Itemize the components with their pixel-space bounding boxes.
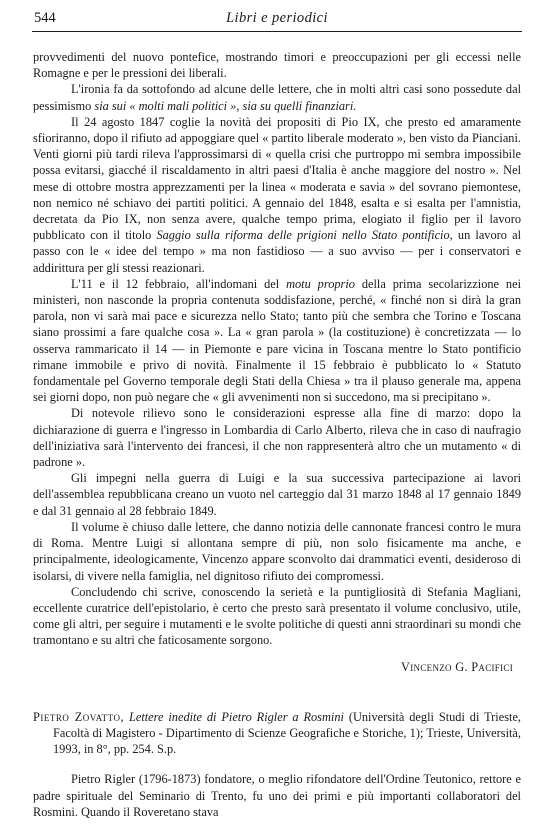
paragraph [33, 49, 521, 81]
italic-text: motu proprio [286, 276, 355, 291]
paragraph-text: provvedimenti del nuovo pontefice, mostrando timori e preoccupazioni per gli eccessi nelle Romagne e per le pressioni dei liberali. [33, 50, 521, 81]
paragraph-text: Il 24 agosto 1847 coglie la novità dei propositi di Pio IX, che presto ed amaramente sfioriranno, dopo il rifiuto ad appoggiare quel « partito liberale moderato », ben visto da Pianciani. Venti giorni più tardi rileva l'approssimarsi di « quella crisi che purtroppo mi sembra impossibile possa evitarsi, giacché il riscaldamento in altri paesi d'Italia è anche maggiore del nostro ». Nel mese di ottobre mostra apprezzamenti per la linea « moderata e savia » del sovrano piemontese, non nemico né schiavo dei partiti politici. A gennaio del 1848, esalta e si esalta per l'amnistia, decretata da Pio IX, non senza avere, qualche tempo prima, elogiato il figlio per il lavoro pubblicato con il titolo [33, 114, 521, 243]
review-book-title: Lettere inedite di Pietro Rigler a Rosmini [128, 709, 344, 724]
section-spacer-small [33, 757, 521, 771]
italic-text: sia sui « molti mali politici », sia su quelli finanziari. [94, 98, 357, 113]
header-rule [32, 31, 522, 32]
paragraph [33, 81, 521, 113]
paragraph-text: L'11 e il 12 febbraio, all'indomani del [71, 276, 287, 291]
paragraph [33, 276, 521, 406]
page-number: 544 [34, 10, 56, 26]
paragraph [33, 405, 521, 470]
review-paragraph: Pietro Rigler (1796-1873) fondatore, o meglio rifondatore dell'Ordine Teutonico, rettore e padre spirituale del Seminario di Trento, fu uno dei primi e più importanti collaboratori del Rosmini. Quando il Roveretano stava [33, 772, 521, 819]
paragraph-text: L'ironia fa da sottofondo ad alcune delle lettere, che in molti altri casi sono possedute dal pessimismo [33, 82, 521, 113]
paragraph-text: della prima secolarizzione nei ministeri, non nasconde la propria contenuta soddisfazione, perché, « finché non si dirà la gran parola, non vi sarà mai pace e sicurezza nello Stato; tanto più che sembra che Torino e Toscana siano prossimi a fare qualche cosa ». La « gran parola » (la costituzione) è concretizzata — lo osserva rammaricato il 14 — in Piemonte e pare vicina in Toscana mentre lo Stato pontificio rimane immobile e privo di novità. Finalmente il 15 febbraio è pubblicato lo « Statuto fondamentale pel Governo temporale degli Stati della Chiesa » tra il plauso generale ma, appena sei giorni dopo, non può negare che « gli avvenimenti non si succedono, ma si precipitano ». [33, 276, 521, 405]
review-book-author: Pietro Zovatto, [33, 709, 125, 724]
review-paragraphs [33, 49, 521, 649]
paragraph [33, 584, 521, 649]
italic-text: Saggio sulla riforma delle prigioni nello Stato pontificio [156, 228, 450, 243]
paragraph-text: Di notevole rilievo sono le considerazioni espresse alla fine di marzo: dopo la dichiarazione di guerra e l'ingresso in Lombardia di Carlo Alberto, rileva che in caso di naufragio dell'iniziativa sarà l'intervento dei francesi, il che non rappresenterà altro che un mutamento « di padrone ». [33, 406, 521, 470]
paragraph [33, 114, 521, 276]
paragraph-text: Il volume è chiuso dalle lettere, che danno notizia delle cannonate francesi contro le mura di Roma. Mentre Luigi si allontana sempre di più, non solo fisicamente ma anche, e principalmente, ideologicamente, Vincenzo appare sconvolto dai drammatici eventi, desideroso di isolarsi, di vivere nella famiglia, nel dignitoso rifiuto dei compromessi. [33, 519, 521, 583]
paragraph-text: , un lavoro al passo con le « idee del tempo » ma non fastidioso — a suo avviso — per i conservatori e addirittura per gli stessi reazionari. [33, 228, 521, 275]
review-book-publication: (Università degli Studi di Trieste, Facoltà di Magistero - Dipartimento di Scienze Geografiche e Storiche, 1); Trieste, Università, 1993, in 8°, pp. 254. S.p. [53, 709, 522, 757]
paragraph [33, 470, 521, 519]
review-header [33, 709, 521, 758]
paragraph-text: Gli impegni nella guerra di Luigi e la sua successiva partecipazione ai lavori dell'assemblea repubblicana creano un vuoto nel carteggio dal 31 marzo 1848 al 17 gennaio 1849 e dal 31 gennaio al 28 febbraio 1849. [33, 471, 521, 518]
paragraph-text: Concludendo chi scrive, conoscendo la serietà e la puntigliosità di Stefania Magliani, eccellente curatrice dell'epistolario, è certo che presto sarà presentato il volume conclusivo, utile, come gli altri, per seguire i mutamenti e le svolte politiche di questi anni straordinari su mondi che tramontano e su altri che faticosamente sorgono. [33, 584, 521, 648]
body-text [33, 49, 521, 820]
section-spacer [33, 675, 521, 709]
page-header [32, 10, 522, 30]
paragraph [33, 519, 521, 584]
reviewer-signature: Vincenzo G. Pacifici [401, 659, 513, 674]
running-title: Libri e periodici [226, 10, 328, 26]
